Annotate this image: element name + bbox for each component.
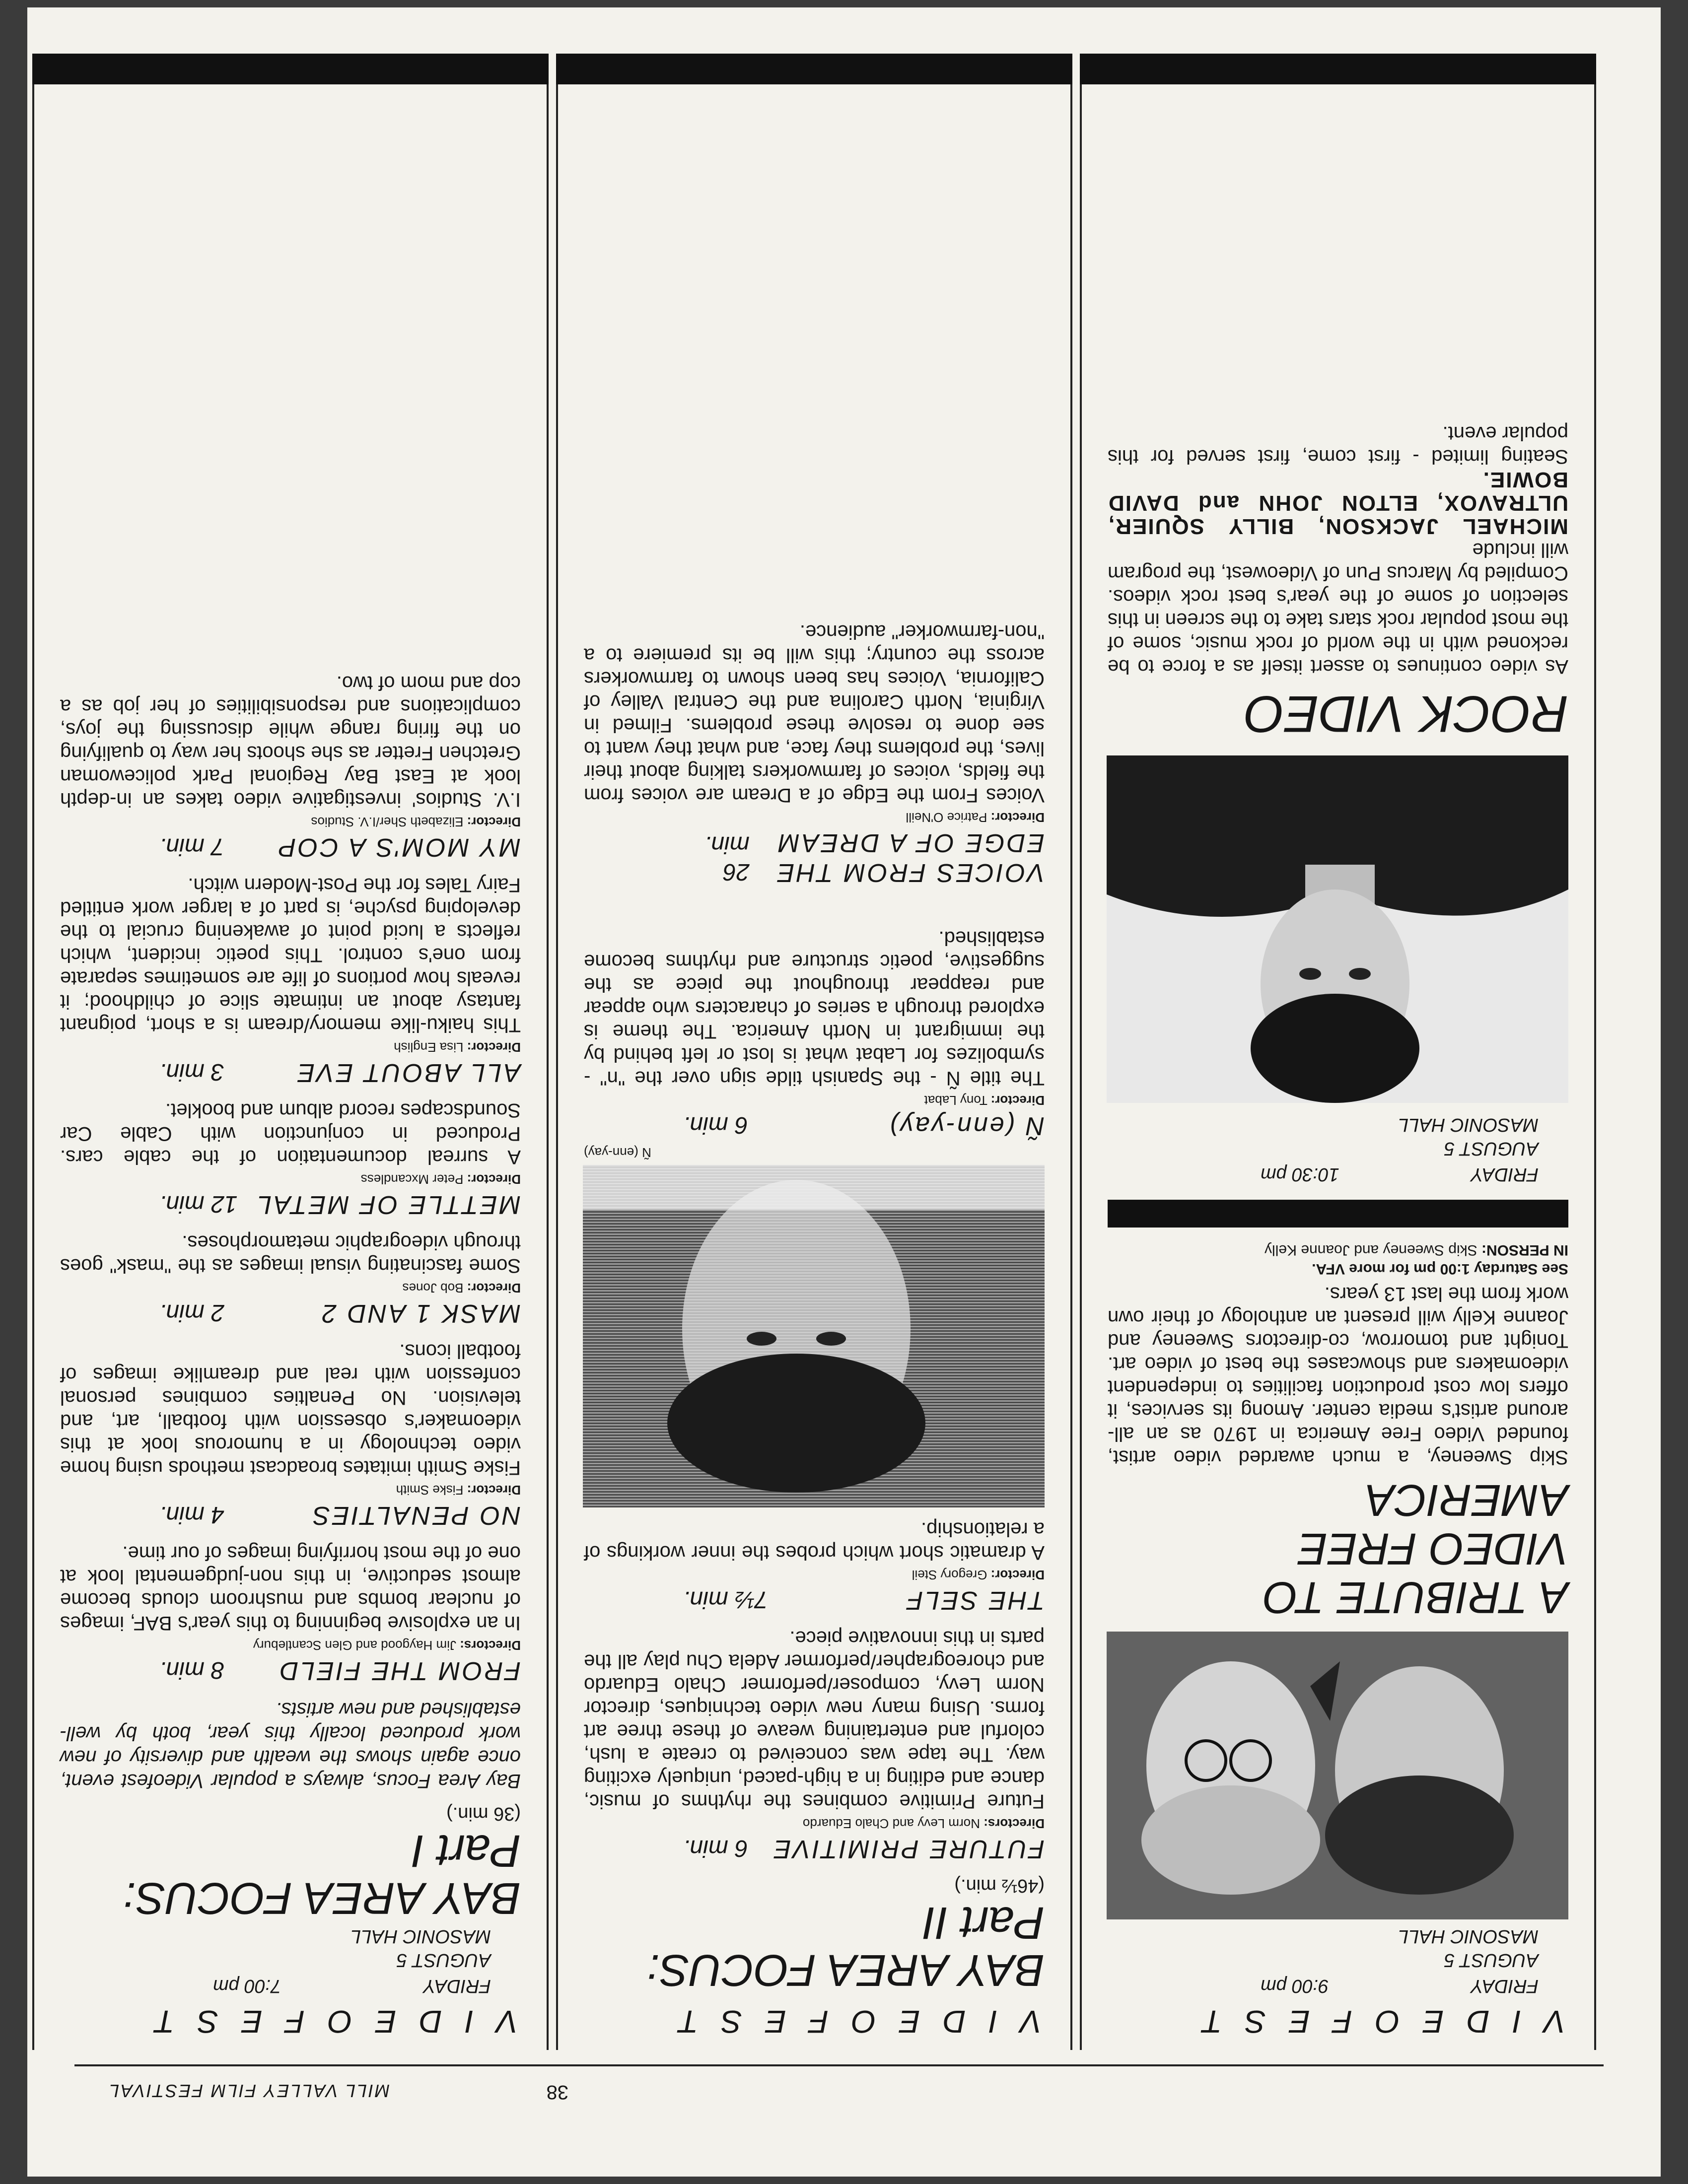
venue: MASONIC HALL [1398,1114,1539,1135]
item-title: VOICES FROM THE EDGE OF A DREAM [775,828,1045,887]
date: AUGUST 5 [396,1950,491,1971]
program-item [60,1098,521,1220]
venue: MASONIC HALL [1398,1926,1539,1947]
program-item [584,926,1045,1141]
program-item [60,873,521,1088]
portrait-image [1107,755,1568,1103]
item-title: ALL ABOUT EVE [295,1058,521,1087]
schedule-line [1261,1163,1539,1185]
program-item [584,1517,1045,1615]
photo-caption: Ñ (enn-yay) [584,1145,651,1160]
tribute-title-line: AMERICA [1364,1475,1568,1525]
item-title: METTLE OF METAL [255,1190,521,1219]
item-title: NO PENALTIES [311,1501,521,1530]
section-title: BAY AREA FOCUS: [123,1873,521,1923]
section-duration: (46½ min.) [954,1875,1045,1896]
day: FRIDAY [423,1976,491,1996]
rock-video-photo [1107,755,1568,1103]
tribute-title [1108,1476,1568,1622]
director-label: Director: [467,1281,521,1296]
program-item [60,1339,521,1530]
portrait-image [1107,1632,1568,1919]
running-head: MILL VALLEY FILM FESTIVAL [108,2081,390,2101]
item-description: Some fascinating visual images as the "mask" goes through videographic metamorphoses. [60,1231,521,1277]
section-part: Part II [922,1898,1045,1948]
item-minutes: 26 min. [704,831,750,885]
column-base-bar [32,54,549,84]
director: Peter Mxcandless [360,1172,464,1187]
item-title: MASK 1 AND 2 [320,1299,521,1328]
schedule-line [213,1975,491,1996]
videofest-label: VIDEOFEST [656,2004,1042,2040]
portrait-image [583,1165,1045,1507]
item-minutes: 3 min. [159,1059,224,1085]
section-part: Part I [412,1826,521,1876]
item-description: This haiku-like memory/dream is a short, poignant fantasy about an intimate slice of childhood; it reveals how portions of life are sometimes separate from one's control. This poetic incident, which reflects a lucid point of awakening crucial to the developing psyche, is part of a larger work entitled Fairy Tales for the Post-Modern witch. [60,874,521,1036]
videofest-label: VIDEOFEST [132,2004,518,2040]
item-minutes: 6 min. [683,1112,748,1138]
director: Patrice O'Neill [906,810,987,825]
film-still-photo [583,1165,1045,1507]
program-item [60,1230,521,1328]
item-title: FUTURE PRIMITIVE [772,1835,1045,1863]
schedule-detail [60,1924,521,1972]
program-item [60,1541,521,1686]
director: Norm Levy and Chalo Eduardo [802,1816,980,1831]
header-rule [74,2064,1604,2066]
column-base-bar [556,54,1072,84]
in-person: Skip Sweeney and Joanne Kelly [1265,1242,1477,1258]
rock-title: ROCK VIDEO [1244,685,1568,743]
column-bay-area-2 [556,50,1072,2050]
director: Gregory Steil [912,1568,987,1582]
venue: MASONIC HALL [351,1926,491,1947]
item-description: Future Primitive combines the rhythms of music, dance and editing in a high-paced, uniquely exciting way. The tape was conceived to create a lush, colorful and entertaining weave of these three art forms. Using many new video techniques, director Norm Levy, composer/performer Chalo Eduardo and choreographer/performer Adela Chu play all the parts in this innovative piece. [584,1627,1045,1812]
day: FRIDAY [1471,1164,1539,1185]
item-description: Fiske Smith imitates broadcast methods using home video technology in a humorous look at this videomaker's obsession with football, art, and television. No Penalties combines personal confession with real and dreamlike images of football icons. [60,1340,521,1479]
magazine-page [27,7,1661,2177]
rock-description: As video continues to assert itself as a force to be reckoned with in the world of rock music, some of the most popular rock stars take to the screen in this selection of some of the year's best rock videos. Compiled by Marcus Pun of Videowest, the program will include [1108,539,1568,678]
item-minutes: 8 min. [159,1657,224,1683]
director-label: Director: [467,1040,521,1055]
item-minutes: 4 min. [159,1502,224,1528]
director: Elizabeth Sher/I.V. Studios [311,815,464,829]
schedule-detail [1108,1924,1568,1972]
column-tribute-rock [1080,50,1596,2050]
item-title: THE SELF [905,1586,1045,1615]
item-description: A dramatic short which probes the inner workings of a relationship. [584,1518,1045,1564]
date: AUGUST 5 [1444,1138,1539,1159]
director: Bob Jones [402,1281,464,1296]
item-title: FROM THE FIELD [278,1656,521,1685]
director-label: Director: [467,1483,521,1498]
date: AUGUST 5 [1444,1950,1539,1971]
item-minutes: 12 min. [159,1191,238,1217]
program-item [584,1626,1045,1864]
tribute-title-line: VIDEO FREE [1297,1524,1568,1573]
item-description: I.V. Studios' investigative video takes an in-depth look at East Bay Regional Park policewoman Gretchen Fretter as she shoots her way to qualifying on the firing range while discussing the joys, complications and responsibilities of her job as a cop and mom of two. [60,672,521,811]
time: 9:00 pm [1261,1976,1329,1996]
director-label: Directors: [460,1638,521,1653]
schedule-line [1261,1975,1539,1996]
column-bay-area-1 [32,50,549,2050]
schedule-detail [1108,1113,1568,1160]
videofest-label: VIDEOFEST [1180,2004,1565,2040]
program-item [584,620,1045,915]
director-label: Director: [467,1172,521,1187]
time: 7:00 pm [213,1976,281,1996]
item-title: Ñ (enn-yay) [888,1111,1045,1140]
item-description: Voices From the Edge of a Dream are voices from the fields, voices of farmworkers talking about their lives, the problems they face, and what they want to see done to resolve these problems. Filmed in Virginia, North Carolina and the Central Valley of California, Voices has been shown to farmworkers across the country; this will be its premiere to a "non-farmworker" audience. [584,621,1045,806]
section-divider-bar [1108,1200,1568,1228]
director: Jim Haygood and Glen Scantlebury [253,1638,456,1653]
rock-artists: MICHAEL JACKSON, BILLY SQUIER, ULTRAVOX, ELTON JOHN and DAVID BOWIE. [1108,468,1568,539]
program-item [60,671,521,862]
item-description: A surreal documentation of the cable cars. Produced in conjunction with Cable Car Soundscapes record album and booklet. [60,1099,521,1168]
director-label: Director: [467,815,521,829]
section-intro: Bay Area Focus, always a popular Videofest event, once again shows the wealth and diversity of new work produced locally this year, both by well-established and new artists. [60,1699,521,1792]
day: FRIDAY [1471,1976,1539,1996]
in-person-label: IN PERSON: [1481,1242,1568,1258]
time: 10:30 pm [1261,1164,1339,1185]
director: Tony Labat [924,1093,987,1108]
item-description: In an explosive beginning to this year's BAF, images of nuclear bombs and mushroom clouds become almost seductive, in this non-judgemental look at one of the most horrifying images of our time. [60,1542,521,1634]
page-number: 38 [546,2081,568,2103]
tribute-description: Skip Sweeney, a much awarded video artist, founded Video Free America in 1970 as an all-around artist's media center. Among its services, it offers low cost production facilities to independent videomakers and showcases the best of video art. Tonight and tomorrow, co-directors Sweeney and Joanne Kelly will present an anthology of their own work from the last 13 years. [1108,1283,1568,1468]
director: Fiske Smith [396,1483,464,1498]
director-label: Director: [990,1093,1045,1108]
item-title: MY MOM'S A COP [277,833,521,862]
see-note: See Saturday 1:00 pm for more VFA. [1312,1261,1568,1277]
director-label: Directors: [984,1816,1045,1831]
item-minutes: 7 min. [159,833,224,860]
rock-seating-note: Seating limited - first come, first served for this popular event. [1108,422,1568,468]
tribute-title-line: A TRIBUTE TO [1263,1572,1568,1622]
tribute-photo [1107,1632,1568,1919]
section-duration: (36 min.) [446,1803,521,1824]
column-base-bar [1080,54,1596,84]
director-label: Director: [990,810,1045,825]
item-minutes: 6 min. [683,1835,748,1861]
item-description: The title Ñ - the Spanish tilde sign over the "n" - symbolizes for Labat what is lost or left behind by the immigrant in North America. The theme is explored through a series of characters who appear and reappear throughout the piece as the suggestive, poetic structure and rhythms become established. [584,927,1045,1089]
item-minutes: 2 min. [159,1299,224,1326]
section-title: BAY AREA FOCUS: [647,1945,1045,1995]
director: Lisa English [394,1040,464,1055]
director-label: Director: [990,1568,1045,1582]
item-minutes: 7½ min. [683,1586,768,1613]
